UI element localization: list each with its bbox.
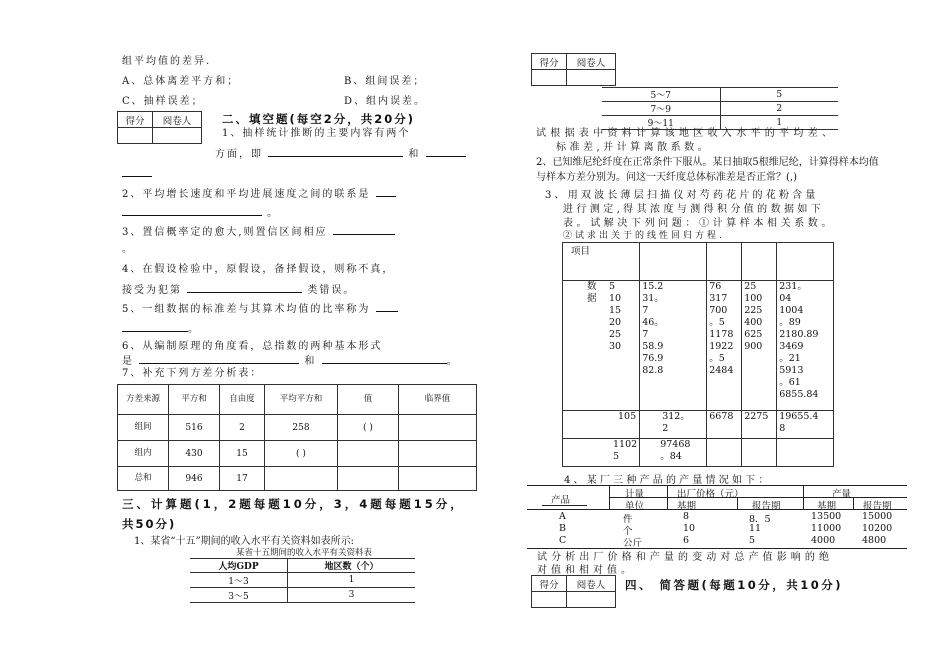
anova-header: 方差来源 bbox=[118, 385, 169, 415]
calc-section-title: 三、计算题(1，2题每题10分，3，4题每题15分， bbox=[122, 497, 465, 511]
col-price: 出厂价格（元） bbox=[677, 489, 744, 500]
score-label: 得分 bbox=[532, 54, 567, 70]
product-cell: 公斤 bbox=[623, 538, 643, 549]
calc-q1: 1、某省“十五”期间的收入水平有关资料如表所示: bbox=[134, 536, 354, 547]
product-cell: 4800 bbox=[862, 535, 887, 546]
calc-q2b: 与样本方差分别为。问这一天纤度总体标准差是否正常？(,) bbox=[536, 172, 797, 183]
anova-header: 临界值 bbox=[399, 385, 477, 415]
product-cell: B bbox=[559, 523, 566, 534]
reviewer-cell[interactable] bbox=[567, 70, 616, 86]
product-cell: 15000 bbox=[862, 511, 893, 522]
option-c: C、抽样误差； bbox=[122, 96, 204, 107]
table-row: 1102 5 97468 。84 bbox=[563, 439, 834, 467]
product-cell: 4000 bbox=[811, 535, 836, 546]
calc-q3d: ②试求出关于的线性回归方程. bbox=[563, 231, 725, 241]
fill-q4a: 4、在假设检验中，原假设，备择假设，则称不真， bbox=[122, 264, 395, 275]
income-caption: 某省十五期间的收入水平有关资料表 bbox=[236, 548, 373, 558]
anova-header: 平均平方和 bbox=[265, 385, 338, 415]
question-tail: 组平均值的差异. bbox=[122, 56, 212, 67]
col-y2 bbox=[777, 281, 834, 411]
product-cell: 8 bbox=[683, 511, 690, 522]
product-cell: 件 bbox=[623, 514, 633, 525]
fill-q5-blank: 。 bbox=[122, 321, 200, 336]
cell-value: 76 bbox=[709, 281, 722, 292]
blank[interactable] bbox=[139, 353, 299, 364]
product-cell: 10200 bbox=[862, 523, 893, 534]
col-qty-base: 基期 bbox=[817, 501, 837, 512]
blank[interactable] bbox=[268, 146, 403, 157]
cell-value: 。5 bbox=[709, 317, 725, 328]
blank[interactable] bbox=[333, 224, 395, 235]
cell-value: 7 bbox=[642, 329, 649, 340]
table-row: 9～11 1 bbox=[602, 116, 838, 130]
cell-value: 30 bbox=[609, 341, 622, 352]
option-b: B、组间误差； bbox=[344, 76, 426, 87]
reviewer-label: 阅卷人 bbox=[153, 112, 202, 128]
calc-q1-question-2: 标准差,并计算离散系数。 bbox=[556, 142, 712, 153]
calc-q4-question: 试分析出厂价格和产量的变动对总产值影响的绝 bbox=[537, 552, 834, 563]
product-cell: 8．5 bbox=[749, 514, 771, 525]
anova-header: 自由度 bbox=[220, 385, 265, 415]
cell-value: 317 bbox=[709, 293, 728, 304]
reviewer-label: 阅卷人 bbox=[567, 54, 616, 70]
reviewer-label: 阅卷人 bbox=[567, 576, 616, 592]
cell-value: 1922 bbox=[709, 341, 734, 352]
fill-q2-blank: 。 bbox=[122, 205, 279, 220]
score-label: 得分 bbox=[118, 112, 153, 128]
table-row bbox=[563, 281, 834, 411]
score-label: 得分 bbox=[532, 576, 567, 592]
cell-value: 1178 bbox=[709, 329, 734, 340]
fill-q3-end: 。 bbox=[122, 244, 134, 255]
table-row: 总和 946 17 bbox=[118, 467, 477, 491]
cell-value: 3469 bbox=[779, 341, 804, 352]
score-box-short bbox=[531, 575, 616, 608]
col-quantity: 产量 bbox=[832, 489, 852, 500]
product-cell: 13500 bbox=[811, 511, 842, 522]
data-label: 数据 bbox=[587, 281, 597, 304]
cell-value: 20 bbox=[609, 317, 622, 328]
blank[interactable] bbox=[122, 166, 152, 177]
fill-q1a: 1、抽样统计推断的主要内容有两个 bbox=[222, 128, 411, 139]
table-row: 105 312。 2 6678 2275 19655.4 8 bbox=[563, 411, 834, 439]
cell-value: 1004 bbox=[779, 305, 804, 316]
cell-value: 5913 bbox=[779, 365, 804, 376]
income-table bbox=[190, 558, 415, 603]
cell-value: 2484 bbox=[709, 365, 734, 376]
income-table-cont bbox=[602, 87, 838, 130]
calc-q1-question: 试根据表中资料计算该地区收入水平的平均差、 bbox=[536, 128, 837, 139]
col-qty-report: 报告期 bbox=[863, 501, 892, 512]
cell-value: 900 bbox=[744, 341, 763, 352]
cell-value: 。21 bbox=[779, 353, 801, 364]
product-cell: 6 bbox=[683, 535, 690, 546]
blank[interactable] bbox=[122, 205, 262, 216]
fill-q2: 2、平均增长速度和平均进展速度之间的联系是 bbox=[122, 186, 396, 201]
option-a: A、总体离差平方和； bbox=[122, 76, 240, 87]
item-label: 项目 bbox=[563, 243, 640, 281]
calc-q3a: 3、用双波长薄层扫描仪对芍药花片的花粉含量 bbox=[545, 190, 819, 201]
col-price-report: 报告期 bbox=[752, 501, 781, 512]
anova-table bbox=[117, 384, 477, 491]
score-cell[interactable] bbox=[532, 70, 567, 86]
col-price-base: 基期 bbox=[677, 501, 697, 512]
short-section-title: 四、 简答题(每题10分，共10分) bbox=[625, 578, 844, 592]
product-table bbox=[527, 485, 907, 549]
score-cell[interactable] bbox=[118, 128, 153, 144]
product-cell: 10 bbox=[683, 523, 696, 534]
reviewer-cell[interactable] bbox=[567, 592, 616, 608]
anova-header: 值 bbox=[338, 385, 399, 415]
cell-value: 10 bbox=[609, 293, 622, 304]
blank[interactable] bbox=[187, 282, 302, 293]
score-box-top bbox=[531, 53, 616, 86]
fill-section-title: 二、填空题(每空2分，共20分) bbox=[222, 112, 416, 126]
score-cell[interactable] bbox=[532, 592, 567, 608]
fill-q7: 7、补充下列方差分析表： bbox=[122, 368, 263, 379]
cell-value: 。61 bbox=[779, 377, 801, 388]
fill-q6b: 是 和 。 bbox=[122, 353, 459, 368]
reviewer-cell[interactable] bbox=[153, 128, 202, 144]
cell-value: 82.8 bbox=[642, 365, 664, 376]
cell-value: 5 bbox=[609, 281, 616, 292]
cell-value: 25 bbox=[609, 329, 622, 340]
cell-value: 46。 bbox=[642, 317, 664, 328]
fill-q1b: 方面，即 和 bbox=[215, 146, 466, 161]
cell-value: 25 bbox=[744, 281, 757, 292]
cell-value: 625 bbox=[744, 329, 763, 340]
cell-value: 76.9 bbox=[642, 353, 664, 364]
cell-value: 100 bbox=[744, 293, 763, 304]
pollen-table bbox=[562, 242, 834, 467]
cell-value: 2180.89 bbox=[779, 329, 819, 340]
income-header: 人均GDP bbox=[190, 559, 288, 573]
fill-q1-blank bbox=[122, 166, 152, 181]
cell-value: 。5 bbox=[709, 353, 725, 364]
blank[interactable] bbox=[122, 321, 188, 332]
cell-value: 58.9 bbox=[642, 341, 664, 352]
col-concentration bbox=[601, 281, 621, 353]
cell-value: 231。 bbox=[779, 281, 807, 292]
anova-header: 平方和 bbox=[169, 385, 220, 415]
table-row: 5～7 5 bbox=[602, 88, 838, 102]
cell-value: 15.2 bbox=[642, 281, 664, 292]
product-cell: 11 bbox=[749, 523, 762, 534]
blank[interactable] bbox=[376, 301, 398, 312]
cell-value: 04 bbox=[779, 293, 792, 304]
cell-value: 。89 bbox=[779, 317, 801, 328]
product-cell: 5 bbox=[749, 535, 756, 546]
calc-q4: 4、某厂三种产品的产量情况如下： bbox=[564, 475, 772, 486]
option-d: D、组内误差。 bbox=[344, 96, 427, 107]
table-row: 7～9 2 bbox=[602, 102, 838, 116]
blank[interactable] bbox=[376, 186, 396, 197]
cell-value: 31。 bbox=[642, 293, 664, 304]
blank[interactable] bbox=[426, 146, 466, 157]
calc-q3c: 表。试解决下列问题：①计算样本相关系数。 bbox=[563, 218, 835, 229]
product-cell: 个 bbox=[623, 526, 633, 537]
cell-value: 700 bbox=[709, 305, 728, 316]
product-cell: C bbox=[559, 535, 567, 546]
income-header: 地区数（个） bbox=[288, 559, 415, 573]
table-row: 3～5 3 bbox=[190, 588, 415, 603]
col-unit: 计量 bbox=[625, 489, 645, 500]
cell-value: 400 bbox=[744, 317, 763, 328]
col-integral bbox=[640, 281, 707, 411]
calc-q2a: 2、已知维尼纶纤度在正常条件下服从。某日抽取5根维尼纶，计算得样本均值 bbox=[536, 157, 879, 168]
table-row: 组间 516 2 258 ( ) bbox=[118, 415, 477, 441]
calc-q3b: 进行测定,得其浓度与测得积分值的数据如下 bbox=[563, 204, 825, 215]
fill-q3: 3、置信概率定的愈大,则置信区间相应 bbox=[122, 224, 395, 239]
fill-q5: 5、一组数据的标准差与其算术均值的比率称为 bbox=[122, 301, 398, 316]
col-xy bbox=[707, 281, 742, 411]
col-unit-2: 单位 bbox=[625, 501, 645, 512]
calc-section-title-2: 共50分) bbox=[122, 517, 177, 531]
blank[interactable] bbox=[322, 353, 447, 364]
cell-value: 225 bbox=[744, 305, 763, 316]
cell-value: 7 bbox=[642, 305, 649, 316]
table-row: 1～3 1 bbox=[190, 573, 415, 588]
score-box-fill bbox=[117, 111, 202, 144]
cell-value: 15 bbox=[609, 305, 622, 316]
col-x2 bbox=[742, 281, 777, 411]
table-row: 组内 430 15 ( ) bbox=[118, 441, 477, 467]
fill-q4b: 接受为犯第 类错误。 bbox=[122, 282, 355, 297]
product-cell: 11000 bbox=[811, 523, 842, 534]
fill-q6a: 6、从编制原理的角度看，总指数的两种基本形式 bbox=[122, 341, 383, 352]
cell-value: 6855.84 bbox=[779, 389, 819, 400]
calc-q4-question-2: 对值和相对值。 bbox=[537, 565, 635, 576]
product-cell: A bbox=[559, 511, 566, 522]
col-product: 产品 bbox=[551, 495, 571, 506]
